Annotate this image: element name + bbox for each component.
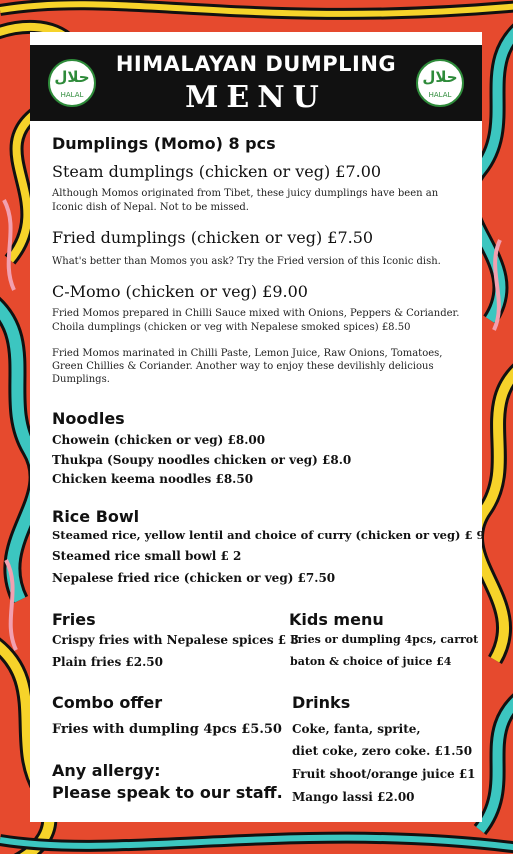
halal-label: HALAL — [60, 91, 84, 99]
rice-item: Steamed rice small bowl £ 2 — [52, 549, 242, 563]
rice-item: Nepalese fried rice (chicken or veg) £7.50 — [52, 571, 336, 585]
steam-dumplings-desc-2: Iconic dish of Nepal. Not to be missed. — [52, 202, 249, 213]
menu-card — [30, 32, 485, 822]
menu-header — [30, 45, 482, 121]
drinks-item: Fruit shoot/orange juice £1 — [292, 767, 476, 781]
steam-dumplings-desc-1: Although Momos originated from Tibet, these juicy dumplings have been an — [52, 188, 439, 199]
halal-badge-right — [416, 59, 464, 107]
noodles-item: Chowein (chicken or veg) £8.00 — [52, 433, 266, 447]
noodles-heading: Noodles — [52, 409, 125, 428]
kids-menu-heading: Kids menu — [289, 610, 384, 629]
fries-heading: Fries — [52, 610, 96, 629]
drinks-item: Coke, fanta, sprite, — [292, 722, 421, 736]
halal-arabic-text: حلال — [422, 68, 458, 86]
fried-dumplings-title: Fried dumplings (chicken or veg) £7.50 — [52, 228, 374, 247]
fried-dumplings-desc: What's better than Momos you ask? Try the Fried version of this Iconic dish. — [52, 256, 441, 267]
rice-bowl-heading: Rice Bowl — [52, 507, 140, 526]
combo-item: Fries with dumpling 4pcs £5.50 — [52, 722, 282, 737]
noodles-item: Chicken keema noodles £8.50 — [52, 472, 254, 486]
drinks-heading: Drinks — [292, 693, 351, 712]
cmomo-desc-1: Fried Momos prepared in Chilli Sauce mixed with Onions, Peppers & Coriander. — [52, 308, 460, 319]
kids-item: Fries or dumpling 4pcs, carrot — [290, 633, 479, 646]
restaurant-name: HIMALAYAN DUMPLING — [115, 52, 397, 76]
noodles-item: Thukpa (Soupy noodles chicken or veg) £8.0 — [52, 453, 352, 467]
kids-item: baton & choice of juice £4 — [290, 655, 452, 668]
cmomo-title: C-Momo (chicken or veg) £9.00 — [52, 282, 308, 301]
dumplings-heading: Dumplings (Momo) 8 pcs — [52, 134, 276, 153]
allergy-notice-line1: Any allergy: — [52, 761, 161, 780]
choila-title: Choila dumplings (chicken or veg with Nepalese smoked spices) £8.50 — [52, 322, 411, 333]
choila-desc-2: Green Chillies & Coriander. Another way to enjoy these devilishly delicious — [52, 361, 434, 372]
drinks-item: diet coke, zero coke. £1.50 — [292, 744, 473, 758]
rice-item: Steamed rice, yellow lentil and choice of curry (chicken or veg) £ 9 — [52, 528, 485, 542]
halal-arabic-text: حلال — [54, 68, 90, 86]
drinks-item: Mango lassi £2.00 — [292, 790, 415, 804]
choila-desc-3: Dumplings. — [52, 374, 110, 385]
menu-title: MENU — [185, 80, 327, 115]
fries-item: Plain fries £2.50 — [52, 655, 164, 669]
allergy-notice-line2: Please speak to our staff. — [52, 783, 283, 802]
halal-label: HALAL — [428, 91, 452, 99]
choila-desc-1: Fried Momos marinated in Chilli Paste, Lemon Juice, Raw Onions, Tomatoes, — [52, 348, 443, 359]
fries-item: Crispy fries with Nepalese spices £ 3 — [52, 633, 299, 647]
combo-offer-heading: Combo offer — [52, 693, 163, 712]
steam-dumplings-title: Steam dumplings (chicken or veg) £7.00 — [52, 162, 382, 181]
